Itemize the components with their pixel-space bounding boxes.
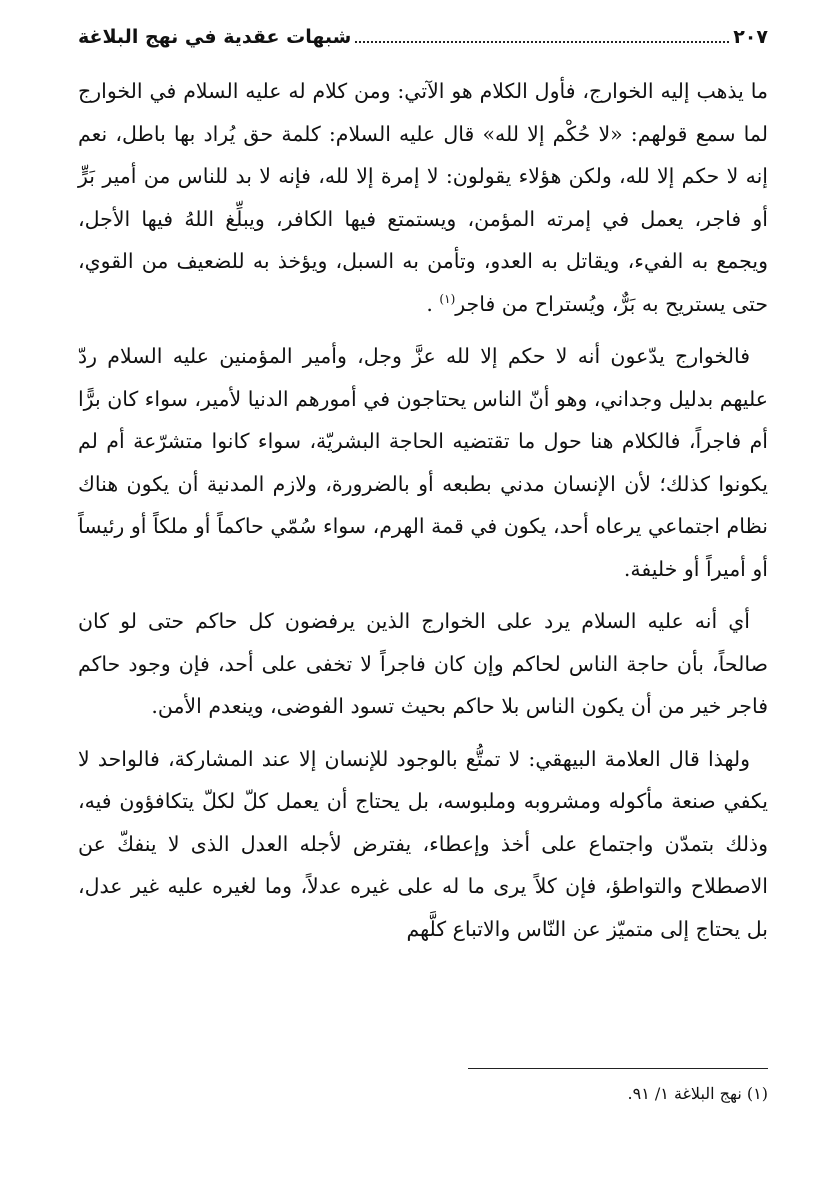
page-number: ٢٠٧ bbox=[733, 26, 768, 48]
footnote-divider bbox=[468, 1068, 768, 1069]
header-title: شبهات عقدية في نهج البلاغة bbox=[78, 26, 352, 48]
paragraph-4: ولهذا قال العلامة البيهقي: لا تمتُّع بالوجود للإنسان إلا عند المشاركة، فالواحد لا يكفي صنعة مأكوله ومشروبه وملبوسه، بل يحتاج أن يعمل كلّ لكلّ يتكافؤون فيه، وذلك بتمدّن واجتماع على أخذ وإعطاء، يفترض لأجله العدل الذى لا ينفكّ عن الاصطلاح والتواطؤ، فإن كلاً يرى ما له على غيره عدلاً، وما لغيره عليه غير عدل، بل يحتاج إلى متميّز عن النّاس والاتباع كلَّهم bbox=[78, 746, 768, 941]
paragraph-1 bbox=[78, 70, 768, 325]
running-header bbox=[78, 26, 768, 56]
paragraph-3: أي أنه عليه السلام يرد على الخوارج الذين يرفضون كل حاكم حتى لو كان صالحاً، بأن حاجة الناس لحاكم وإن كان فاجراً لا تخفى على أحد، فإن وجود حاكم فاجر خير من أن يكون الناس بلا حاكم بحيث تسود الفوضى، وينعدم الأمن. bbox=[78, 609, 768, 718]
paragraph-2: فالخوارج يدّعون أنه لا حكم إلا لله عزَّ وجل، وأمير المؤمنين عليه السلام ردّ عليهم بدليل وجداني، وهو أنّ الناس يحتاجون في أمورهم الدنيا لأمير، سواء كان برًّا أم فاجراً، فالكلام هنا حول ما تقتضيه الحاجة البشريّة، سواء كانوا متشرّعة أم لم يكونوا كذلك؛ لأن الإنسان مدني بطبعه أو بالضرورة، ولازم المدنية أن يكون هناك نظام اجتماعي يرعاه أحد، يكون في قمة الهرم، سواء سُمّي حاكماً أو ملكاً أو رئيساً أو أميراً أو خليفة. bbox=[77, 344, 768, 581]
body-text bbox=[78, 70, 768, 960]
paragraph-1-end: . bbox=[426, 291, 440, 316]
footnote-reference: (١) bbox=[439, 291, 456, 306]
header-leader-dots bbox=[355, 40, 729, 43]
footnote: (١) نهج البلاغة ١/ ٩١. bbox=[627, 1084, 768, 1103]
paragraph-1-text: ما يذهب إليه الخوارج، فأول الكلام هو الآتي: ومن كلام له عليه السلام في الخوارج لما سمع قولهم: «لا حُكْم إلا لله» قال عليه السلام: كلمة حق يُراد بها باطل، نعم إنه لا حكم إلا لله، ولكن هؤلاء يقولون: لا إمرة إلا لله، فإنه لا بد للناس من أمير بَرٍّ أو فاجر، يعمل في إمرته المؤمن، ويستمتع فيها الكافر، ويبلِّغ اللهُ فيها الأجل، ويجمع به الفيء، ويقاتل به العدو، وتأمن به السبل، ويؤخذ به للضعيف من القوي، حتى يستريح به بَرٌّ، ويُستراح من فاجر bbox=[78, 79, 768, 316]
